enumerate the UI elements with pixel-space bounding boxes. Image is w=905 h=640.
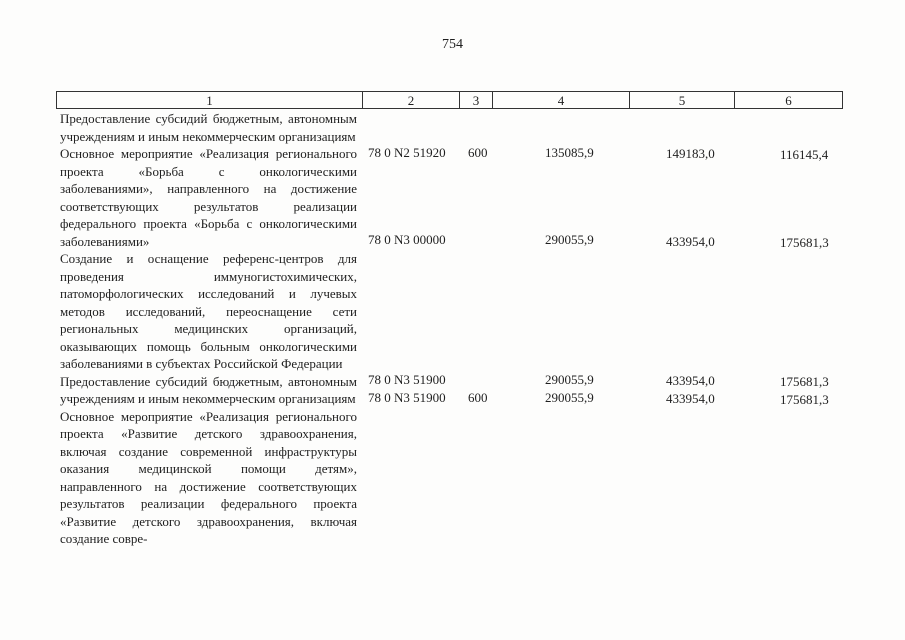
row-value-2: 433954,0 (666, 390, 715, 406)
row-value-2: 149183,0 (666, 146, 715, 161)
row-value-2: 433954,0 (666, 373, 715, 388)
row-description: Основное мероприятие «Реализация регионального проекта «Развитие детского здравоохранения, включая создание современной инфраструктуры оказания медицинской помощи детям», направленного на достижение соответствующих результатов реализации федерального проекта «Развитие детского здравоохранения, включая создание совре- (60, 408, 357, 546)
row-type: 600 (468, 145, 488, 160)
table-body (60, 110, 850, 548)
row-code: 78 0 N3 51900 (368, 389, 446, 405)
row-value-3: 175681,3 (780, 391, 829, 407)
row-value-2: 433954,0 (666, 234, 715, 249)
header-col-3: 3 (460, 92, 493, 108)
table-row (60, 373, 850, 408)
header-col-2: 2 (363, 92, 460, 108)
table-header (56, 91, 843, 109)
table-row (60, 250, 850, 389)
header-col-1: 1 (57, 92, 363, 108)
row-value-1: 290055,9 (545, 232, 594, 247)
row-description: Основное мероприятие «Реализация регионального проекта «Борьба с онкологическими заболеваниями», направленного на достижение соответствующих результатов реализации федерального проекта «Борьба с онкологическими заболеваниями» (60, 146, 357, 249)
row-code: 78 0 N3 00000 (368, 232, 446, 247)
row-value-3: 175681,3 (780, 374, 829, 389)
row-description: Создание и оснащение референс-центров для проведения иммуногистохимических, патоморфологических исследований и лучевых методов исследований, переоснащение сети региональных медицинских организаций, оказывающих помощь больным онкологическими заболеваниями в субъектах Российской Федерации (60, 251, 357, 371)
row-code: 78 0 N2 51920 (368, 145, 446, 160)
header-col-4: 4 (493, 92, 630, 108)
table-row (60, 145, 850, 250)
row-type: 600 (468, 389, 488, 405)
header-col-5: 5 (630, 92, 735, 108)
row-value-1: 290055,9 (545, 372, 594, 387)
row-description: Предоставление субсидий бюджетным, автономным учреждениям и иным некоммерческим организациям (60, 373, 357, 406)
row-value-1: 290055,9 (545, 389, 594, 405)
page-number: 754 (442, 37, 463, 52)
table-row (60, 408, 850, 548)
row-code: 78 0 N3 51900 (368, 372, 446, 387)
row-description: Предоставление субсидий бюджетным, автономным учреждениям и иным некоммерческим организациям (60, 111, 357, 144)
row-value-3: 116145,4 (780, 147, 829, 162)
row-value-3: 175681,3 (780, 235, 829, 250)
header-col-6: 6 (785, 93, 792, 108)
row-value-1: 135085,9 (545, 145, 594, 160)
table-row (60, 110, 850, 162)
